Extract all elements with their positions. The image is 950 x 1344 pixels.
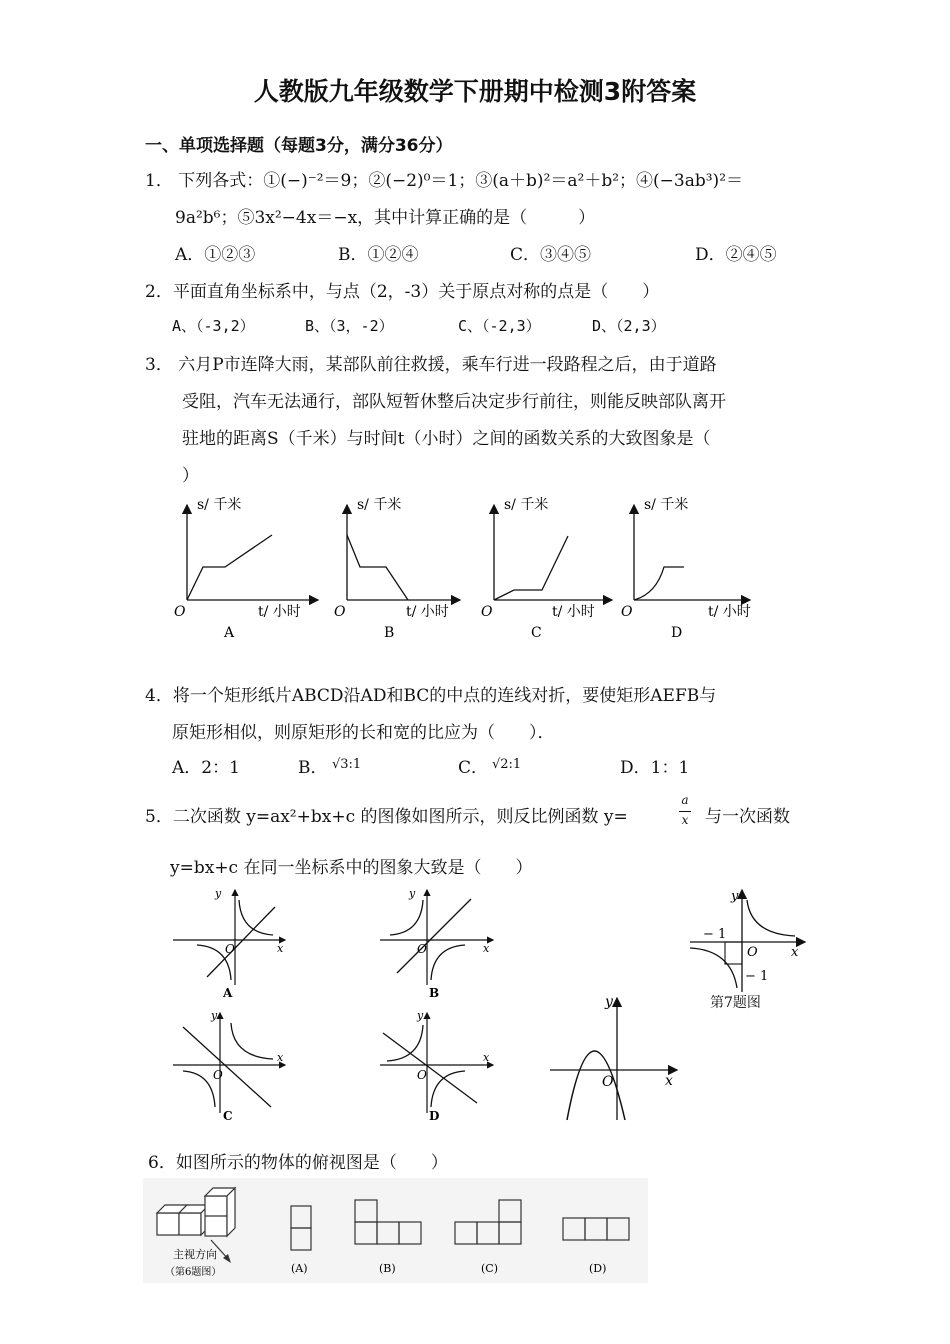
q5-graph-c-y: y	[211, 1009, 218, 1022]
q3-graph-d	[621, 496, 751, 641]
q5-graph-c-label: C	[223, 1109, 233, 1120]
q3-line1: 3． 六月P市连降大雨，某部队前往救援，乘车行进一段路程之后，由于道路	[145, 355, 717, 375]
q3-graph-b-curve	[347, 535, 408, 600]
q5-graph-d-origin: O	[417, 1068, 427, 1082]
q5-parabola-origin: O	[602, 1074, 614, 1090]
q6-option-b-label: (B)	[379, 1262, 396, 1275]
fig7-y: y	[731, 889, 739, 904]
q5-parabola-x: x	[665, 1073, 673, 1089]
q3-graph-c-origin: O	[481, 604, 493, 620]
q1-option-c: C．③④⑤	[510, 245, 592, 265]
fig7-neg-one-bottom: − 1	[745, 969, 769, 984]
q3-graph-b-label: B	[384, 625, 395, 641]
q3-graph-d-origin: O	[621, 604, 633, 620]
q3-graph-b-origin: O	[334, 604, 346, 620]
fig7-caption: 第7题图	[710, 995, 761, 1011]
q3-graph-a-label: A	[224, 625, 235, 641]
q5-graph-d-y: y	[417, 1009, 424, 1022]
q3-line3: 驻地的距离S（千米）与时间t（小时）之间的函数关系的大致图象是（	[182, 429, 711, 449]
q5-graph-b-origin: O	[417, 942, 427, 956]
q1-option-b: B．①②④	[338, 245, 419, 265]
q3-graph-c-curve	[494, 536, 568, 600]
q5-frac-bar	[679, 811, 691, 812]
q1-line2: 9a²b⁶；⑤3x²−4x＝−x，其中计算正确的是（ ）	[175, 208, 596, 228]
section-heading: 一、单项选择题（每题3分，满分36分）	[145, 136, 453, 156]
q3-graphs	[160, 490, 780, 645]
q3-graph-c-xlabel: t/ 小时	[552, 604, 595, 620]
q3-graph-b-ylabel: s/ 千米	[357, 497, 402, 513]
q2-option-b: B、（3，-2）	[305, 317, 394, 335]
q5-graph-c-origin: O	[213, 1068, 223, 1082]
fig7-origin: O	[747, 945, 758, 960]
q4-line1: 4．将一个矩形纸片ABCD沿AD和BC的中点的连线对折，要使矩形AEFB与	[145, 686, 717, 706]
fig7-rect	[725, 942, 742, 964]
fig7-x: x	[791, 945, 799, 960]
q5-line2: y=bx+c 在同一坐标系中的图象大致是（ ）	[170, 858, 533, 878]
q5-graph-d-label: D	[429, 1109, 440, 1120]
q5-graph-b	[380, 887, 493, 1000]
q5-graph-b-x: x	[483, 942, 490, 955]
q4-option-d: D．1：1	[620, 758, 690, 778]
q5-frac-den: x	[681, 813, 689, 827]
q5-parabola-curve	[567, 1051, 625, 1120]
q5-graph-d-x: x	[483, 1051, 490, 1064]
page-title: 人教版九年级数学下册期中检测3附答案	[253, 77, 697, 106]
q3-graph-c-label: C	[531, 625, 542, 641]
q3-graph-a-xlabel: t/ 小时	[258, 604, 301, 620]
q5-graph-c	[173, 1009, 285, 1120]
q2-option-a: A、（-3,2）	[172, 317, 255, 335]
q4-option-c-math: √2:1	[492, 757, 522, 772]
q3-graph-d-label: D	[671, 625, 683, 641]
q5-line1-b: 与一次函数	[705, 807, 790, 827]
q3-line2: 受阻，汽车无法通行，部队短暂休整后决定步行前往，则能反映部队离开	[182, 392, 726, 412]
q3-graph-a-origin: O	[174, 604, 186, 620]
q5-option-graphs	[165, 885, 510, 1120]
q4-option-c: C．	[458, 758, 489, 778]
q3-graph-d-xlabel: t/ 小时	[708, 604, 751, 620]
q5-graph-a-x: x	[277, 942, 284, 955]
q2-option-d: D、（2,3）	[592, 317, 666, 335]
q6-option-a-label: (A)	[291, 1262, 308, 1275]
q4-option-b: B．	[298, 758, 328, 778]
q3-line4: ）	[182, 466, 199, 486]
q3-graph-a-curve	[187, 535, 272, 600]
q5-parabola-y: y	[605, 994, 613, 1010]
q5-frac-num: a	[681, 793, 689, 807]
q3-graph-d-curve	[634, 567, 684, 600]
q5-graph-a-y: y	[215, 887, 222, 900]
q6-option-c-label: (C)	[481, 1262, 498, 1275]
q5-graph-c-x: x	[277, 1051, 284, 1064]
q2-option-c: C、（-2,3）	[458, 317, 541, 335]
q6-fig-caption: （第6题图）	[165, 1267, 222, 1278]
q6-figure	[143, 1178, 648, 1283]
q1-option-d: D．②④⑤	[695, 245, 777, 265]
q3-graph-b-xlabel: t/ 小时	[406, 604, 449, 620]
q2-stem: 2．平面直角坐标系中，与点（2，-3）关于原点对称的点是（ ）	[145, 282, 660, 302]
q3-graph-a-ylabel: s/ 千米	[197, 497, 242, 513]
q5-graph-b-label: B	[429, 986, 440, 1000]
fig7-curve-1	[747, 900, 795, 936]
fig7-neg-one-left: − 1	[703, 927, 727, 942]
q4-option-a: A．2：1	[172, 758, 240, 778]
q6-stem: 6．如图所示的物体的俯视图是（ ）	[148, 1153, 448, 1173]
q3-graph-c	[481, 496, 612, 641]
q5-line1-a: 5．二次函数 y=ax²+bx+c 的图像如图所示，则反比例函数 y=	[145, 807, 628, 827]
q4-option-b-math: √3:1	[332, 757, 362, 772]
q3-graph-a	[174, 496, 318, 641]
q5-graph-b-y: y	[409, 887, 416, 900]
q3-graph-c-ylabel: s/ 千米	[504, 497, 549, 513]
q5-graph-a	[173, 887, 285, 1000]
q6-option-d-label: (D)	[589, 1262, 607, 1275]
q5-graph-a-label: A	[223, 986, 233, 1000]
q3-graph-b	[334, 496, 460, 641]
q4-line2: 原矩形相似，则原矩形的长和宽的比应为（ ）．	[172, 723, 555, 743]
q1-line1: 1． 下列各式：①(−)⁻²＝9；②(−2)⁰＝1；③(a＋b)²＝a²＋b²；④(−3ab³)²＝	[145, 171, 744, 191]
q5-parabola-figure	[545, 990, 685, 1125]
q1-option-a: A．①②③	[175, 245, 256, 265]
q5-graph-d	[380, 1009, 493, 1120]
q3-graph-d-ylabel: s/ 千米	[644, 497, 689, 513]
fig7-curve-2	[690, 948, 737, 988]
q6-main-view: 主视方向	[173, 1248, 217, 1261]
q5-graph-a-origin: O	[225, 942, 235, 956]
